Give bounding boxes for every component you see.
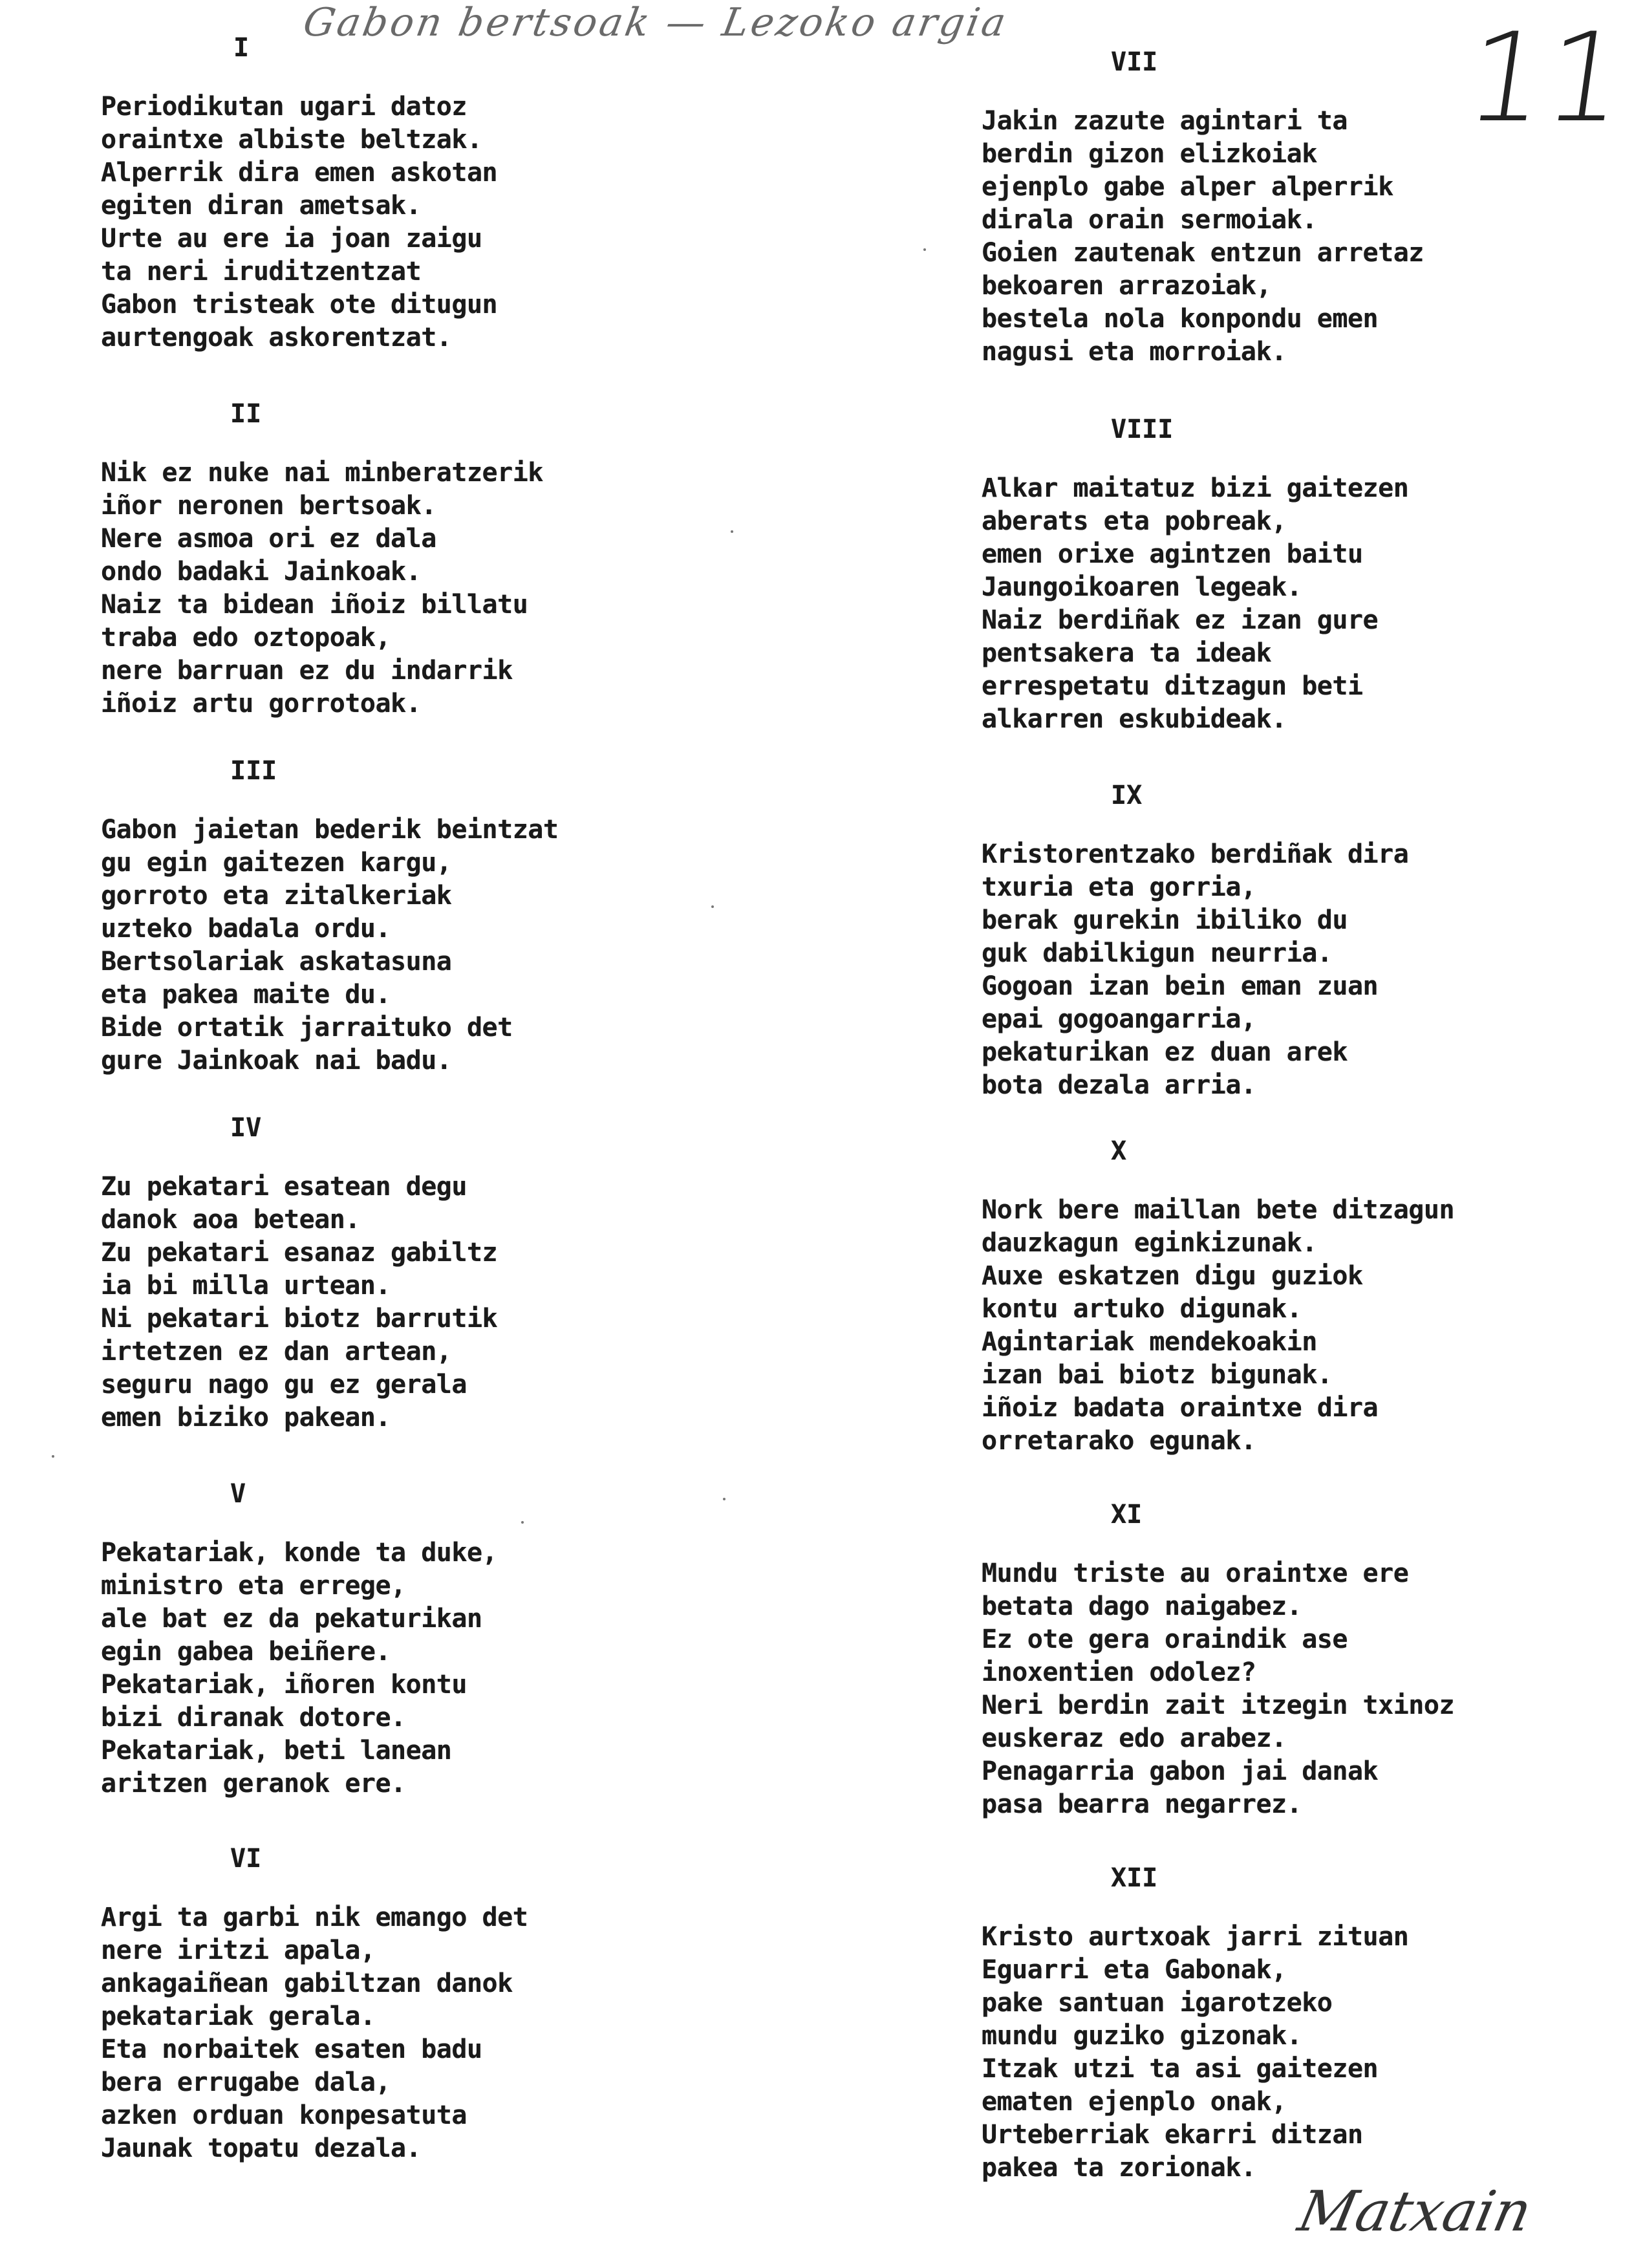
verse-line: pekatariak gerala. [101, 2002, 376, 2031]
verse-line: aurtengoak askorentzat. [101, 323, 452, 352]
verse-line: pasa bearra negarrez. [982, 1789, 1302, 1819]
verse-line: ondo badaki Jainkoak. [101, 557, 422, 587]
scan-speck [731, 530, 733, 533]
verse-line: pakea ta zorionak. [982, 2153, 1256, 2183]
verse-line: euskeraz edo arabez. [982, 1723, 1287, 1753]
stanza-verses [982, 472, 1602, 736]
verse-line: orretarako egunak. [982, 1426, 1256, 1456]
verse-line: aberats eta pobreak, [982, 506, 1287, 536]
verse-line: Nik ez nuke nai minberatzerik [101, 458, 543, 488]
verse-line: Neri berdin zait itzegin txinoz [982, 1690, 1455, 1720]
stanza-verses [101, 1537, 747, 1800]
stanza-numeral: VIII [1111, 415, 1174, 444]
verse-line: Gabon tristeak ote ditugun [101, 290, 498, 319]
verse-line: ejenplo gabe alper alperrik [982, 172, 1393, 202]
verse-line: dirala orain sermoiak. [982, 205, 1317, 235]
verse-line: traba edo oztopoak, [101, 623, 391, 653]
verse-line: Argi ta garbi nik emango det [101, 1903, 528, 1932]
verse-line: iñoiz artu gorrotoak. [101, 689, 422, 718]
verse-line: ministro eta errege, [101, 1571, 406, 1601]
handwritten-signature: Matxain [1293, 2179, 1538, 2244]
verse-line: Alkar maitatuz bizi gaitezen [982, 473, 1409, 503]
stanza-numeral: II [230, 399, 262, 429]
verse-line: gure Jainkoak nai badu. [101, 1046, 452, 1075]
verse-line: bestela nola konpondu emen [982, 304, 1379, 334]
verse-line: ankagaiñean gabiltzan danok [101, 1969, 513, 1998]
verse-line: bekoaren arrazoiak, [982, 271, 1272, 301]
stanza-viii [982, 414, 1602, 736]
verse-line: alkarren eskubideak. [982, 704, 1287, 734]
stanza-verses [101, 91, 747, 354]
stanza-ii [101, 398, 747, 720]
stanza-v [101, 1478, 747, 1800]
verse-line: Jaungoikoaren legeak. [982, 572, 1302, 602]
verse-line: Zu pekatari esatean degu [101, 1172, 467, 1202]
stanza-vi [101, 1843, 747, 2165]
stanza-verses [982, 1194, 1602, 1458]
verse-line: Nork bere maillan bete ditzagun [982, 1195, 1455, 1225]
verse-line: Urte au ere ia joan zaigu [101, 224, 482, 254]
verse-line: Zu pekatari esanaz gabiltz [101, 1238, 498, 1268]
stanza-numeral: VI [230, 1844, 262, 1874]
stanza-i [101, 32, 747, 354]
verse-line: Naiz ta bidean iñoiz billatu [101, 590, 528, 620]
verse-line: emen biziko pakean. [101, 1403, 391, 1432]
verse-line: dauzkagun eginkizunak. [982, 1228, 1317, 1258]
verse-line: errespetatu ditzagun beti [982, 671, 1363, 701]
verse-line: Ni pekatari biotz barrutik [101, 1304, 498, 1334]
verse-line: egiten diran ametsak. [101, 191, 422, 221]
verse-line: danok aoa betean. [101, 1205, 360, 1235]
stanza-numeral: VII [1111, 47, 1158, 77]
verse-line: mundu guziko gizonak. [982, 2021, 1302, 2051]
verse-line: Eguarri eta Gabonak, [982, 1955, 1287, 1985]
stanza-numeral: III [230, 756, 277, 786]
verse-line: Pekatariak, iñoren kontu [101, 1670, 467, 1700]
verse-line: Periodikutan ugari datoz [101, 92, 467, 122]
verse-line: emen orixe agintzen baitu [982, 539, 1363, 569]
stanza-verses [982, 838, 1602, 1102]
verse-line: Bide ortatik jarraituko det [101, 1013, 513, 1042]
verse-line: ia bi milla urtean. [101, 1271, 391, 1301]
verse-line: txuria eta gorria, [982, 872, 1256, 902]
verse-line: Kristo aurtxoak jarri zituan [982, 1922, 1409, 1952]
stanza-verses [101, 814, 747, 1077]
verse-line: Goien zautenak entzun arretaz [982, 238, 1424, 268]
stanza-x [982, 1136, 1602, 1458]
verse-line: berdin gizon elizkoiak [982, 139, 1317, 169]
stanza-verses [982, 1921, 1602, 2185]
verse-line: berak gurekin ibiliko du [982, 905, 1348, 935]
verse-line: gorroto eta zitalkeriak [101, 881, 452, 911]
verse-line: Mundu triste au oraintxe ere [982, 1559, 1409, 1588]
stanza-xi [982, 1499, 1602, 1821]
verse-line: bota dezala arria. [982, 1070, 1256, 1100]
verse-line: uzteko badala ordu. [101, 914, 391, 944]
stanza-ix [982, 780, 1602, 1102]
stanza-iv [101, 1112, 747, 1434]
stanza-xii [982, 1863, 1602, 2185]
verse-line: Bertsolariak askatasuna [101, 947, 452, 977]
verse-line: inoxentien odolez? [982, 1658, 1256, 1687]
stanza-verses [101, 1901, 747, 2165]
verse-line: Nere asmoa ori ez dala [101, 524, 436, 554]
verse-line: ale bat ez da pekaturikan [101, 1604, 482, 1634]
verse-line: irtetzen ez dan artean, [101, 1337, 452, 1366]
verse-line: bera errugabe dala, [101, 2068, 391, 2097]
verse-line: Itzak utzi ta asi gaitezen [982, 2054, 1379, 2084]
verse-line: seguru nago gu ez gerala [101, 1370, 467, 1399]
verse-line: Urteberriak ekarri ditzan [982, 2120, 1363, 2150]
stanza-numeral: IX [1111, 781, 1143, 810]
stanza-numeral: I [233, 33, 250, 63]
stanza-numeral: IV [230, 1113, 262, 1143]
scan-speck [723, 1498, 726, 1500]
verse-line: egin gabea beiñere. [101, 1637, 391, 1667]
verse-line: iñor neronen bertsoak. [101, 491, 436, 521]
scan-speck [52, 1455, 54, 1458]
stanza-numeral: XI [1111, 1500, 1143, 1529]
verse-line: kontu artuko digunak. [982, 1294, 1302, 1324]
stanza-verses [101, 457, 747, 720]
verse-line: nere barruan ez du indarrik [101, 656, 513, 686]
verse-line: Jakin zazute agintari ta [982, 106, 1348, 136]
stanza-vii [982, 47, 1602, 369]
verse-line: bizi diranak dotore. [101, 1703, 406, 1733]
scan-speck [923, 248, 926, 251]
stanza-iii [101, 755, 747, 1077]
verse-line: azken orduan konpesatuta [101, 2101, 467, 2130]
verse-line: Ez ote gera oraindik ase [982, 1625, 1348, 1654]
verse-line: pake santuan igarotzeko [982, 1988, 1333, 2018]
stanza-verses [101, 1171, 747, 1434]
verse-line: ta neri iruditzentzat [101, 257, 422, 286]
verse-line: guk dabilkigun neurria. [982, 938, 1333, 968]
verse-line: epai gogoangarria, [982, 1004, 1256, 1034]
verse-line: pekaturikan ez duan arek [982, 1037, 1348, 1067]
stanza-numeral: X [1111, 1136, 1127, 1166]
scan-speck [521, 1521, 524, 1524]
verse-line: Gabon jaietan bederik beintzat [101, 815, 559, 845]
verse-line: Penagarria gabon jai danak [982, 1756, 1379, 1786]
verse-line: gu egin gaitezen kargu, [101, 848, 452, 878]
verse-line: nagusi eta morroiak. [982, 337, 1287, 367]
verse-line: Auxe eskatzen digu guziok [982, 1261, 1363, 1291]
verse-line: Jaunak topatu dezala. [101, 2133, 422, 2163]
verse-line: Naiz berdiñak ez izan gure [982, 605, 1379, 635]
scan-speck [711, 905, 714, 908]
verse-line: Eta norbaitek esaten badu [101, 2035, 482, 2064]
verse-line: pentsakera ta ideak [982, 638, 1272, 668]
verse-line: izan bai biotz bigunak. [982, 1360, 1333, 1390]
verse-line: oraintxe albiste beltzak. [101, 125, 482, 155]
verse-line: Pekatariak, beti lanean [101, 1736, 452, 1766]
verse-line: iñoiz badata oraintxe dira [982, 1393, 1379, 1423]
stanza-verses [982, 105, 1602, 369]
verse-line: eta pakea maite du. [101, 980, 391, 1010]
stanza-numeral: XII [1111, 1863, 1158, 1893]
stanza-verses [982, 1557, 1602, 1821]
verse-line: betata dago naigabez. [982, 1592, 1302, 1621]
handwritten-header-note: Gabon bertsoak — Lezoko argia [299, 0, 1012, 45]
verse-line: nere iritzi apala, [101, 1936, 376, 1965]
verse-line: Agintariak mendekoakin [982, 1327, 1317, 1357]
verse-line: Pekatariak, konde ta duke, [101, 1538, 498, 1568]
verse-line: Kristorentzako berdiñak dira [982, 839, 1409, 869]
verse-line: aritzen geranok ere. [101, 1769, 406, 1798]
verse-line: Alperrik dira emen askotan [101, 158, 498, 188]
stanza-numeral: V [230, 1479, 246, 1509]
handwritten-page-number: 11 [1457, 6, 1634, 149]
verse-line: ematen ejenplo onak, [982, 2087, 1287, 2117]
verse-line: Gogoan izan bein eman zuan [982, 971, 1379, 1001]
